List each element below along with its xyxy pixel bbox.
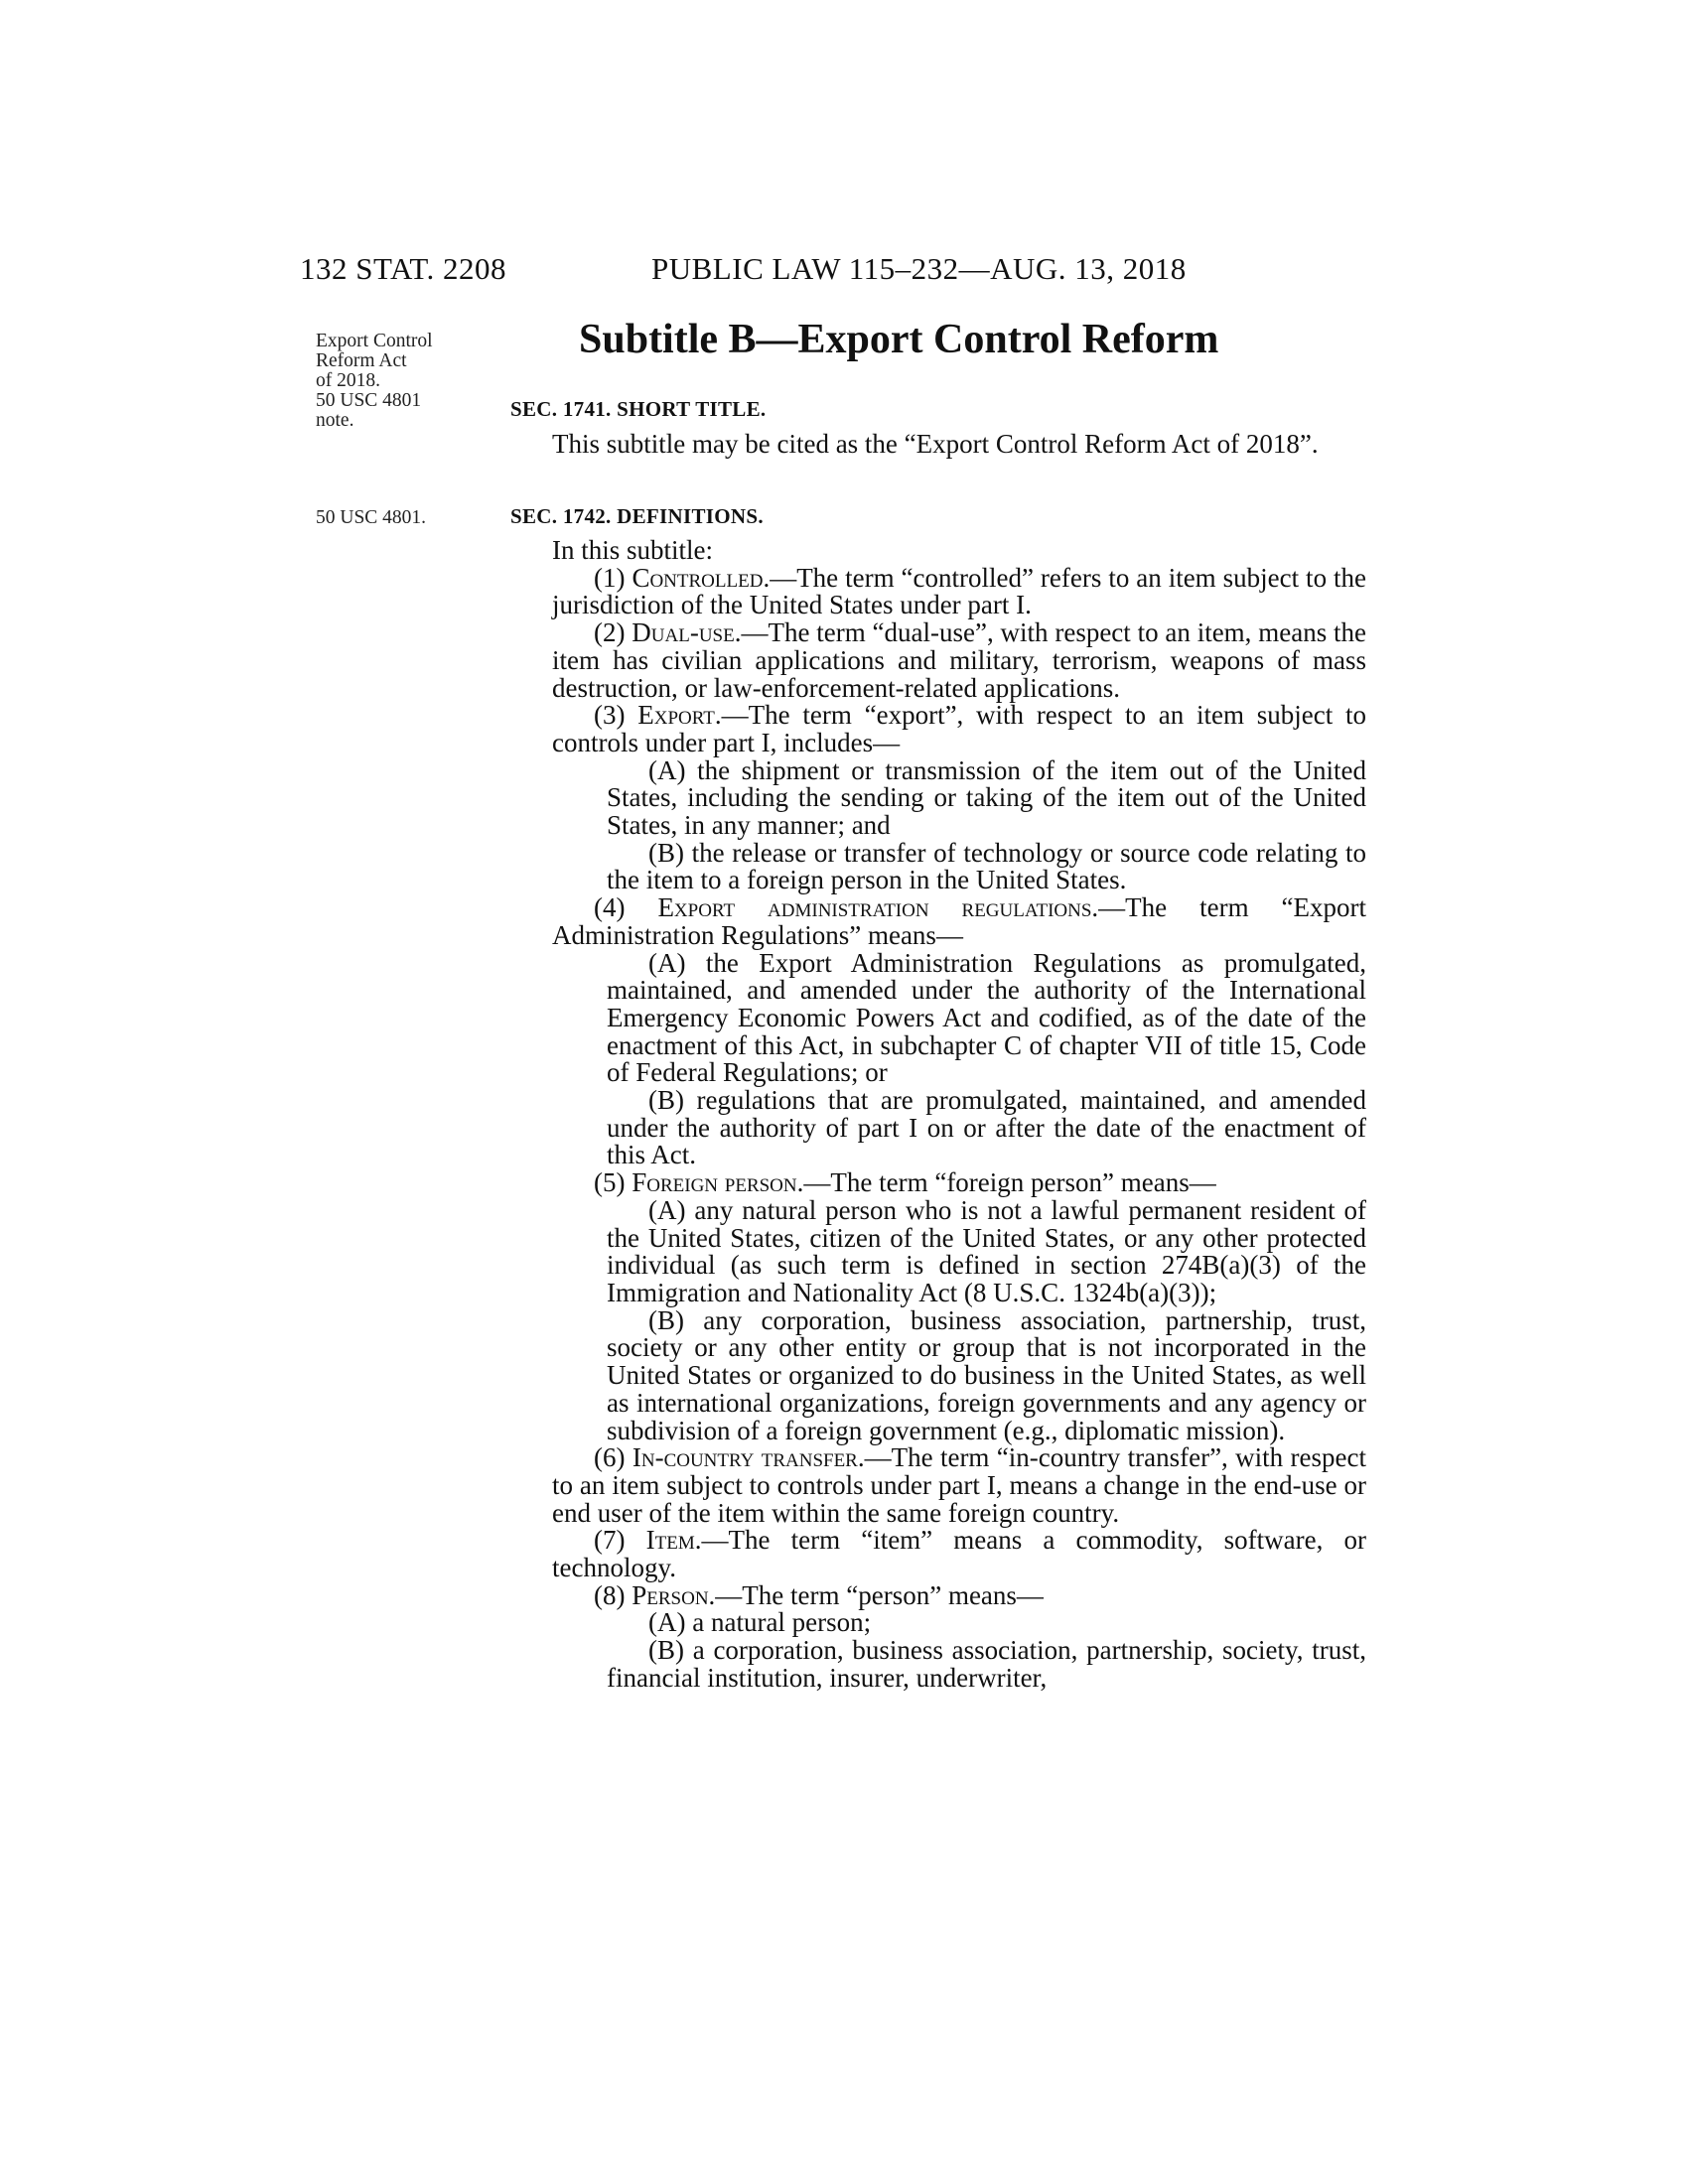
- section-1741-heading: SEC. 1741. SHORT TITLE.: [510, 397, 767, 421]
- definition-text: .—The term “foreign person” means—: [796, 1167, 1216, 1198]
- subparagraph: (B) a corporation, business association, partnership, society, trust, financial institution, insurer, underwriter,: [607, 1635, 1366, 1693]
- subtitle-heading: Subtitle B—Export Control Reform: [579, 317, 1219, 362]
- section-1741-text: This subtitle may be cited as the “Export Control Reform Act of 2018”.: [552, 429, 1319, 459]
- defined-term: Item: [645, 1525, 695, 1556]
- defined-term: Person: [632, 1579, 709, 1610]
- definition-text: .—The term “dual-use”, with respect to an item, means the item has civilian applications and military, terrorism, weapons of mass destruction, or law-enforcement-related applications.: [552, 617, 1367, 703]
- margin-note-line: Export Control: [316, 331, 433, 351]
- definition-in-country-transfer: [552, 1444, 1366, 1527]
- defined-term: Export: [637, 700, 715, 731]
- definition-text: .—The term “in-country transfer”, with respect to an item subject to controls under part I, means a change in the end-use or end user of the item within the same foreign country.: [552, 1442, 1366, 1528]
- definition-text: .—The term “item” means a commodity, software, or technology.: [552, 1525, 1366, 1583]
- definition-text: .—The term “controlled” refers to an item subject to the jurisdiction of the United States under part I.: [552, 562, 1366, 620]
- definition-text: .—The term “export”, with respect to an item subject to controls under part I, includes—: [552, 700, 1367, 757]
- margin-note-line: 50 USC 4801: [316, 390, 422, 411]
- defined-term: Controlled: [632, 562, 764, 593]
- definition-person: [552, 1579, 1366, 1610]
- margin-note-definitions: 50 USC 4801.: [316, 507, 427, 528]
- running-head: PUBLIC LAW 115–232—AUG. 13, 2018: [651, 251, 1187, 286]
- subparagraph: (B) any corporation, business association, partnership, trust, society or any other entity or group that is not incorporated in the United States or organized to do business in the United States, as well as international organizations, foreign governments and any agency or subdivision of a foreign government (e.g., diplomatic mission).: [607, 1304, 1366, 1445]
- paragraph-number: (4): [594, 892, 626, 923]
- definition-dual-use: [552, 619, 1366, 702]
- subparagraph: (A) any natural person who is not a lawful permanent resident of the United States, citizen of the United States, or any other protected individual (as such term is defined in section 274B(a)(3) of the Immigration and Nationality Act (8 U.S.C. 1324b(a)(3));: [607, 1194, 1366, 1307]
- paragraph-number: (7): [594, 1525, 626, 1556]
- section-1742-body: [552, 537, 1366, 1693]
- defined-term: Foreign person: [632, 1167, 797, 1198]
- paragraph-number: (3): [594, 700, 626, 731]
- margin-note-line: Reform Act: [316, 350, 407, 371]
- page-citation: 132 STAT. 2208: [300, 251, 507, 286]
- defined-term: Dual-use: [632, 617, 735, 648]
- margin-note-short-title: [316, 332, 433, 431]
- definition-export-administration-regulations: [552, 894, 1366, 949]
- defined-term: In-country transfer: [632, 1442, 858, 1473]
- paragraph-number: (2): [594, 617, 626, 648]
- section-1742-heading: SEC. 1742. DEFINITIONS.: [510, 504, 764, 528]
- subparagraph: (B) regulations that are promulgated, maintained, and amended under the authority of part I on or after the date of the enactment of this Act.: [607, 1085, 1366, 1170]
- subparagraph: (B) the release or transfer of technology or source code relating to the item to a foreign person in the United States.: [607, 837, 1366, 895]
- paragraph-number: (6): [594, 1442, 626, 1473]
- margin-note-line: of 2018.: [316, 370, 380, 391]
- section-intro: In this subtitle:: [552, 535, 713, 565]
- paragraph-number: (1): [594, 562, 626, 593]
- definition-export: [552, 702, 1366, 756]
- definition-text: .—The term “Export Administration Regulations” means—: [552, 892, 1366, 950]
- paragraph-number: (8): [594, 1579, 626, 1610]
- definition-foreign-person: [552, 1169, 1366, 1197]
- definition-controlled: [552, 562, 1366, 620]
- subparagraph: (A) the shipment or transmission of the item out of the United States, including the sending or taking of the item out of the United States, in any manner; and: [607, 754, 1366, 841]
- definition-text: .—The term “person” means—: [708, 1579, 1044, 1610]
- section-1741-body: [552, 431, 1366, 459]
- margin-note-line: note.: [316, 410, 354, 431]
- definition-item: [552, 1527, 1366, 1581]
- subparagraph: (A) the Export Administration Regulations as promulgated, maintained, and amended under the authority of the International Emergency Economic Powers Act and codified, as of the date of the enactment of this Act, in subchapter C of chapter VII of title 15, Code of Federal Regulations; or: [607, 947, 1366, 1088]
- paragraph-number: (5): [594, 1167, 626, 1198]
- subparagraph: (A) a natural person;: [648, 1607, 872, 1638]
- defined-term: Export administration regulations: [657, 892, 1092, 923]
